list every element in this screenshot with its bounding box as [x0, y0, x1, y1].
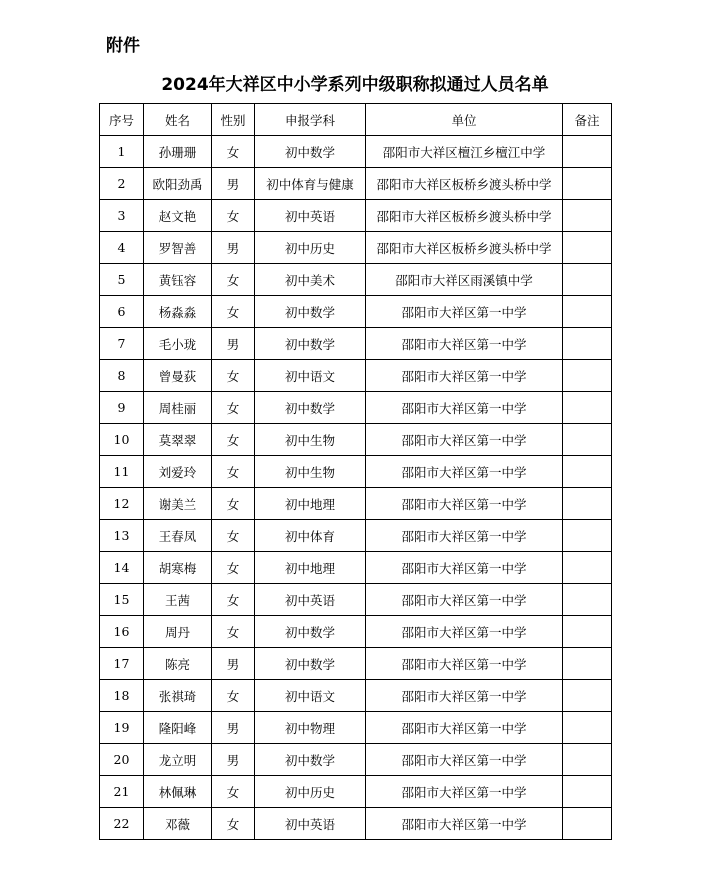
cell-name: 龙立明	[144, 744, 212, 776]
cell-unit: 邵阳市大祥区第一中学	[366, 648, 563, 680]
cell-subject: 初中数学	[255, 328, 366, 360]
document-title: 2024年大祥区中小学系列中级职称拟通过人员名单	[161, 75, 549, 95]
cell-subject: 初中历史	[255, 776, 366, 808]
cell-subject: 初中数学	[255, 648, 366, 680]
table-row	[100, 200, 612, 232]
cell-unit: 邵阳市大祥区檀江乡檀江中学	[366, 136, 563, 168]
cell-no: 2	[100, 168, 144, 200]
cell-unit: 邵阳市大祥区第一中学	[366, 360, 563, 392]
cell-unit: 邵阳市大祥区第一中学	[366, 680, 563, 712]
cell-name: 林佩琳	[144, 776, 212, 808]
cell-no: 16	[100, 616, 144, 648]
cell-remark	[563, 392, 612, 424]
cell-name: 陈亮	[144, 648, 212, 680]
table-row	[100, 328, 612, 360]
cell-unit: 邵阳市大祥区第一中学	[366, 520, 563, 552]
cell-remark	[563, 360, 612, 392]
cell-no: 19	[100, 712, 144, 744]
cell-no: 15	[100, 584, 144, 616]
cell-gender: 男	[212, 232, 255, 264]
cell-name: 周桂丽	[144, 392, 212, 424]
cell-unit: 邵阳市大祥区第一中学	[366, 712, 563, 744]
cell-gender: 女	[212, 392, 255, 424]
cell-remark	[563, 584, 612, 616]
cell-no: 10	[100, 424, 144, 456]
cell-name: 赵文艳	[144, 200, 212, 232]
cell-name: 罗智善	[144, 232, 212, 264]
cell-no: 22	[100, 808, 144, 840]
cell-unit: 邵阳市大祥区第一中学	[366, 488, 563, 520]
table-row	[100, 488, 612, 520]
roster-table	[99, 103, 612, 840]
cell-gender: 女	[212, 360, 255, 392]
cell-subject: 初中数学	[255, 744, 366, 776]
cell-name: 王春凤	[144, 520, 212, 552]
cell-remark	[563, 808, 612, 840]
cell-remark	[563, 552, 612, 584]
cell-unit: 邵阳市大祥区第一中学	[366, 296, 563, 328]
table-row	[100, 808, 612, 840]
cell-no: 3	[100, 200, 144, 232]
cell-subject: 初中语文	[255, 680, 366, 712]
cell-gender: 女	[212, 264, 255, 296]
cell-name: 黄钰容	[144, 264, 212, 296]
cell-gender: 女	[212, 616, 255, 648]
cell-unit: 邵阳市大祥区板桥乡渡头桥中学	[366, 200, 563, 232]
cell-no: 6	[100, 296, 144, 328]
cell-unit: 邵阳市大祥区第一中学	[366, 424, 563, 456]
cell-unit: 邵阳市大祥区第一中学	[366, 744, 563, 776]
cell-no: 8	[100, 360, 144, 392]
cell-gender: 女	[212, 200, 255, 232]
cell-gender: 女	[212, 776, 255, 808]
cell-subject: 初中地理	[255, 488, 366, 520]
cell-name: 隆阳峰	[144, 712, 212, 744]
table-row	[100, 136, 612, 168]
cell-unit: 邵阳市大祥区雨溪镇中学	[366, 264, 563, 296]
cell-remark	[563, 744, 612, 776]
cell-remark	[563, 328, 612, 360]
cell-name: 杨淼淼	[144, 296, 212, 328]
cell-remark	[563, 168, 612, 200]
cell-subject: 初中数学	[255, 392, 366, 424]
cell-remark	[563, 520, 612, 552]
cell-no: 5	[100, 264, 144, 296]
cell-gender: 男	[212, 744, 255, 776]
cell-unit: 邵阳市大祥区第一中学	[366, 456, 563, 488]
cell-no: 1	[100, 136, 144, 168]
cell-unit: 邵阳市大祥区第一中学	[366, 552, 563, 584]
cell-remark	[563, 616, 612, 648]
cell-gender: 女	[212, 584, 255, 616]
cell-subject: 初中数学	[255, 136, 366, 168]
cell-remark	[563, 424, 612, 456]
cell-unit: 邵阳市大祥区第一中学	[366, 776, 563, 808]
table-row	[100, 712, 612, 744]
cell-name: 莫翠翠	[144, 424, 212, 456]
cell-remark	[563, 456, 612, 488]
table-row	[100, 424, 612, 456]
cell-unit: 邵阳市大祥区板桥乡渡头桥中学	[366, 168, 563, 200]
cell-name: 胡寒梅	[144, 552, 212, 584]
cell-remark	[563, 712, 612, 744]
cell-gender: 女	[212, 456, 255, 488]
cell-remark	[563, 232, 612, 264]
cell-gender: 男	[212, 648, 255, 680]
cell-remark	[563, 264, 612, 296]
table-row	[100, 648, 612, 680]
cell-unit: 邵阳市大祥区第一中学	[366, 392, 563, 424]
cell-remark	[563, 296, 612, 328]
table-row	[100, 552, 612, 584]
cell-gender: 男	[212, 328, 255, 360]
cell-name: 曾曼荻	[144, 360, 212, 392]
cell-remark	[563, 488, 612, 520]
table-row	[100, 616, 612, 648]
cell-name: 王茜	[144, 584, 212, 616]
table-row	[100, 264, 612, 296]
table-row	[100, 776, 612, 808]
cell-subject: 初中语文	[255, 360, 366, 392]
table-row	[100, 392, 612, 424]
cell-subject: 初中体育	[255, 520, 366, 552]
table-row	[100, 296, 612, 328]
table-header-row	[100, 104, 612, 136]
cell-remark	[563, 648, 612, 680]
cell-no: 20	[100, 744, 144, 776]
table-row	[100, 744, 612, 776]
cell-unit: 邵阳市大祥区第一中学	[366, 328, 563, 360]
cell-no: 21	[100, 776, 144, 808]
cell-gender: 女	[212, 488, 255, 520]
cell-no: 14	[100, 552, 144, 584]
cell-subject: 初中数学	[255, 296, 366, 328]
cell-unit: 邵阳市大祥区第一中学	[366, 584, 563, 616]
table-row	[100, 584, 612, 616]
cell-name: 孙珊珊	[144, 136, 212, 168]
cell-no: 11	[100, 456, 144, 488]
cell-remark	[563, 776, 612, 808]
cell-gender: 女	[212, 680, 255, 712]
table-row	[100, 232, 612, 264]
header-remark: 备注	[563, 104, 612, 136]
table-row	[100, 168, 612, 200]
cell-no: 4	[100, 232, 144, 264]
header-name: 姓名	[144, 104, 212, 136]
cell-gender: 女	[212, 808, 255, 840]
cell-no: 7	[100, 328, 144, 360]
cell-name: 欧阳劲禹	[144, 168, 212, 200]
cell-gender: 女	[212, 296, 255, 328]
cell-name: 周丹	[144, 616, 212, 648]
cell-subject: 初中历史	[255, 232, 366, 264]
attachment-label: 附件	[106, 36, 140, 56]
header-gender: 性别	[212, 104, 255, 136]
cell-remark	[563, 136, 612, 168]
cell-unit: 邵阳市大祥区第一中学	[366, 616, 563, 648]
cell-no: 18	[100, 680, 144, 712]
header-no: 序号	[100, 104, 144, 136]
cell-subject: 初中生物	[255, 456, 366, 488]
cell-gender: 女	[212, 552, 255, 584]
cell-subject: 初中地理	[255, 552, 366, 584]
header-unit: 单位	[366, 104, 563, 136]
cell-gender: 女	[212, 136, 255, 168]
cell-remark	[563, 200, 612, 232]
cell-gender: 女	[212, 424, 255, 456]
cell-name: 毛小珑	[144, 328, 212, 360]
cell-no: 13	[100, 520, 144, 552]
cell-gender: 男	[212, 168, 255, 200]
cell-name: 张祺琦	[144, 680, 212, 712]
cell-unit: 邵阳市大祥区板桥乡渡头桥中学	[366, 232, 563, 264]
header-subject: 申报学科	[255, 104, 366, 136]
cell-subject: 初中数学	[255, 616, 366, 648]
cell-subject: 初中物理	[255, 712, 366, 744]
cell-subject: 初中生物	[255, 424, 366, 456]
cell-subject: 初中英语	[255, 808, 366, 840]
cell-name: 刘爱玲	[144, 456, 212, 488]
table-row	[100, 520, 612, 552]
cell-subject: 初中英语	[255, 584, 366, 616]
table-row	[100, 456, 612, 488]
cell-no: 9	[100, 392, 144, 424]
cell-no: 17	[100, 648, 144, 680]
cell-gender: 女	[212, 520, 255, 552]
cell-unit: 邵阳市大祥区第一中学	[366, 808, 563, 840]
cell-name: 邓薇	[144, 808, 212, 840]
cell-subject: 初中英语	[255, 200, 366, 232]
cell-subject: 初中体育与健康	[255, 168, 366, 200]
table-body	[100, 136, 612, 840]
table-row	[100, 360, 612, 392]
cell-remark	[563, 680, 612, 712]
cell-subject: 初中美术	[255, 264, 366, 296]
cell-gender: 男	[212, 712, 255, 744]
table-row	[100, 680, 612, 712]
cell-name: 谢美兰	[144, 488, 212, 520]
cell-no: 12	[100, 488, 144, 520]
